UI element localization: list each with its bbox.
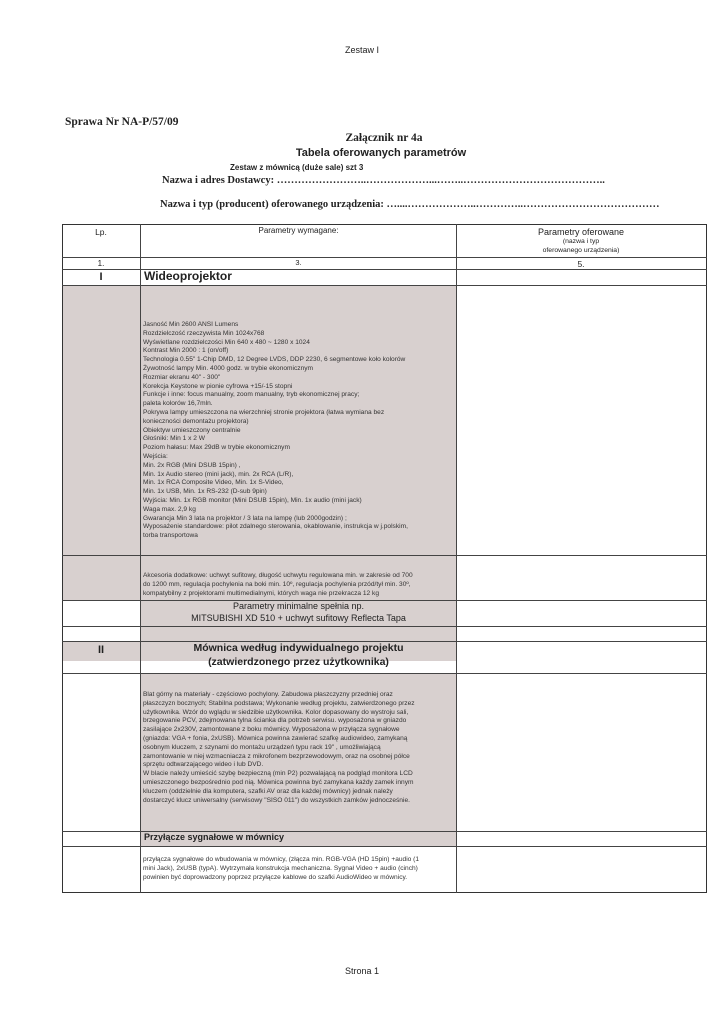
section1-accessories: Akcesoria dodatkowe: uchwyt sufitowy, długość uchwytu regulowana min. w zakresie od 700 do 1200 mm, regulacja pochylenia na boki min. 10º, regulacja pochylenia przód/tył min. 30º, kompatybilny z projektorami multimedialnymi, których waga nie przekracza 12 kg [143, 572, 413, 597]
section1-title: Wideoprojektor [144, 269, 232, 283]
section2-number: II [97, 644, 105, 656]
header-offered: Parametry oferowane [537, 227, 625, 237]
section1-offer-cell [457, 286, 705, 555]
section1-number: I [99, 271, 103, 283]
row-line-d [62, 555, 707, 556]
supplier-line: Nazwa i adres Dostawcy: ……………………..………………...……..………………………………….. [162, 175, 605, 186]
device-line: Nazwa i typ (producent) oferowanego urządzenia: …....………………..…………..………………………………… [160, 199, 660, 210]
section1-specs: Jasność Min 2600 ANSI Lumens Rozdzielczość rzeczywista Min 1024x768 Wyświetlane rozdzielczości Min 640 x 480 ~ 1280 x 1024 Kontrast Min 2000 : 1 (on/off) Technologia 0.55" 1-Chip DMD, 12 Degree LVDS, DDP 2230, 6 segmentowe koło kolorów Żywotność lampy Min. 4000 godz. w trybie ekonomicznym Rozmiar ekranu 40" - 300" Korekcja Keystone w pionie cyfrowa +15/-15 stopni Funkcje i inne: focus manualny, zoom manualny, tryb ekonomicznej pracy; paleta kolorów 16,7mln. Pokrywa lampy umieszczona na wierzchniej stronie projektora (łatwa wymiana bez konieczności demontażu projektora) Obiektyw umieszczony centralnie Głośniki: Min 1 x 2 W Poziom hałasu: Max 29dB w trybie ekonomicznym Wejścia: Min. 2x RGB (Mini DSUB 15pin) , Min. 1x Audio stereo (mini jack), min. 2x RCA (L/R), Min. 1x RCA Composite Video, Min. 1x S-Video, Min. 1x USB, Min. 1x RS-232 (D-sub 9pin) Wyjścia: Min. 1x RGB monitor (Mini DSUB 15pin), Min. 1x audio (mini jack) Waga max. 2,9 kg Gwarancja Min 3 lata na projektor / 3 lata na lampę (lub 2000godzin) ; Wyposażenie standardowe: pilot zdalnego sterowania, okablowanie, instrukcja w j.polskim, torba transportowa [143, 321, 408, 540]
header-offered-sub1: (nazwa i typ [562, 238, 600, 245]
row-line-h [62, 673, 707, 674]
row-line-j [62, 846, 707, 847]
header-lp: Lp. [95, 227, 107, 237]
section2-specs: Blat górny na materiały - częściowo pochylony. Zabudowa płaszczyzny przedniej oraz płaszczyzn bocznych; Stabilna podstawa; Wykonanie według projektu, zatwierdzonego przez użytkownika. Wzór do wglądu w siedzibie użytkownika. Kolor dopasowany do wystroju sali, brzegowanie PCV, zdejmowana tylna ścianka dla potrzeb serwisu. wyposażona w gniazdo zasilające 2x230V, zamontowane z boku mównicy. Wyposażona w przyłącza sygnałowe (gniazda: VGA + fonia, 2xUSB). Mównica powinna zawierać szafkę audiowideo, zamykaną osobnym kluczem, z szynami do montażu urządzeń typu rack 19" , umożliwiającą zamontowanie w niej wzmacniacza z mikrofonem bezprzewodowym, oraz na osobnej półce sprzętu odtwarzającego wideo i lub DVD. W blacie należy umieścić szybę bezpieczną (min P2) pozwalającą na podgląd monitora LCD umieszczonego bezpośrednio pod nią. Mównica powinna być zamykana każdy zamek innym kluczem (oddzielnie dla komputera, szafki AV oraz dla każdej mównicy) jednak należy dostarczyć klucz uniwersalny (serwisowy "SISO 011") do wszystkich zamków jednocześnie. [143, 691, 415, 804]
set-line: Zestaw z mównicą (duże sale) szt 3 [230, 163, 364, 172]
header-offered-sub2: oferowanego urządzenia) [542, 247, 620, 254]
table-title: Tabela oferowanych parametrów [295, 147, 467, 159]
attachment-label: Załącznik nr 4a [345, 132, 423, 144]
page-header: Zestaw I [344, 45, 379, 55]
page-footer: Strona 1 [344, 966, 380, 976]
offer-table [62, 224, 707, 893]
section2-connections: przyłącza sygnałowe do wbudowania w mównicy, (złącza min. RGB-VGA (HD 15pin) +audio (1 mini Jack), 2xUSB (typA). Wytrzymała konstrukcja mechaniczna. Sygnał Video + audio (cinch) powinien być doprowadzony poprzez przyłącze kablowe do szafki AudioWideo w mównicy. [143, 856, 420, 881]
min-params-line2: MITSUBISHI XD 510 + uchwyt sufitowy Reflecta Tapa [191, 613, 406, 623]
row-line-f [62, 626, 707, 627]
col-number-3: 3. [295, 258, 302, 267]
col-divider-1 [140, 224, 141, 893]
header-required: Parametry wymagane: [258, 226, 339, 235]
col-number-5: 5. [577, 259, 585, 269]
section2-subheading: Przyłącze sygnałowe w mównicy [144, 832, 285, 842]
section2-title-line1: Mównica według indywidualnego projektu [193, 642, 404, 654]
min-params-line1: Parametry minimalne spełnia np. [232, 601, 365, 611]
case-number: Sprawa Nr NA-P/57/09 [65, 116, 179, 128]
col-number-1: 1. [97, 259, 105, 268]
section2-title-line2: (zatwierdzonego przez użytkownika) [208, 656, 389, 668]
